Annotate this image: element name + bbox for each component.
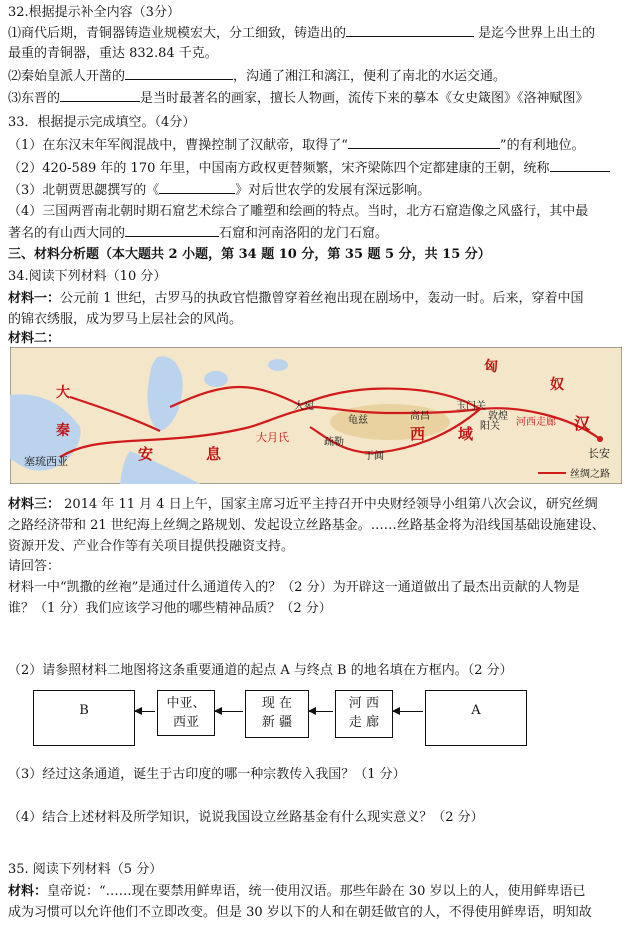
map-label: 于阗 bbox=[364, 451, 384, 462]
q34-material1: 材料一：公元前 1 世纪，古罗马的执政官恺撒曾穿着丝袍出现在剧场中，轰动一时。后来，穿着中国 bbox=[8, 291, 584, 306]
map-label: 阳关 bbox=[480, 421, 500, 432]
answer-blank[interactable] bbox=[125, 224, 219, 237]
q35-material-cont: 成为习惯可以允许他们不立即改变。但是 30 岁以下的人和在朝廷做官的人，不得使用鲜卑语，明知故 bbox=[8, 905, 592, 920]
answer-blank[interactable] bbox=[159, 181, 235, 194]
q32-line3: ⑵秦始皇派人开凿的 ，沟通了湘江和漓江，便利了南北的水运交通。 bbox=[8, 69, 507, 84]
box-hexi-corridor: 河 西 走 廊 bbox=[335, 690, 393, 738]
map-label: 西 bbox=[410, 425, 426, 443]
answer-blank[interactable] bbox=[125, 67, 233, 80]
q34-title: 34.阅读下列材料（10 分） bbox=[8, 269, 167, 284]
aral-sea bbox=[204, 371, 228, 387]
q32-line1: ⑴商代后期，青铜器铸造业规模宏大，分工细致，铸造出的 是迄今世界上出土的 bbox=[8, 26, 596, 41]
map-label: 长安 bbox=[588, 447, 610, 460]
section-heading: 三、材料分析题（本大题共 2 小题，第 34 题 10 分，第 35 题 5 分，共 15 分） bbox=[8, 247, 491, 262]
map-label: 龟兹 bbox=[348, 415, 368, 426]
box-central-asia: 中亚、 西亚 bbox=[157, 690, 215, 736]
changan-dot bbox=[597, 436, 603, 442]
q35-material: 材料：皇帝说：“……现在要禁用鲜卑语，统一使用汉语。那些年龄在 30 岁以上的人，使用鲜卑语已 bbox=[8, 884, 586, 899]
q33-line5: 著名的有山西大同的 石窟和河南洛阳的龙门石窟。 bbox=[8, 226, 389, 241]
lake bbox=[268, 359, 288, 371]
map-label: 汉 bbox=[574, 414, 591, 433]
q32-line4: ⑶东晋的 是当时最著名的画家，擅长人物画，流传下来的摹本《女史箴图》《洛神赋图》 bbox=[8, 91, 589, 106]
map-label: 高昌 bbox=[410, 411, 430, 422]
map-label: 疏勒 bbox=[324, 437, 344, 448]
map-background bbox=[10, 347, 622, 484]
map-label: 敦煌 bbox=[488, 411, 508, 422]
answer-blank[interactable] bbox=[550, 159, 610, 172]
q34-material3-cont: 之路经济带和 21 世纪海上丝绸之路规划、发起设立丝路基金。……丝路基金将为沿线国基础设施建设、 bbox=[8, 518, 605, 533]
q33-line2: （2）420-589 年的 170 年里，中国南方政权更替频繁，宋齐梁陈四个定都建康的王朝，统称 bbox=[8, 159, 610, 178]
answer-blank[interactable] bbox=[60, 89, 140, 102]
arrow-left bbox=[135, 711, 155, 712]
q33-line1: （1）在东汉末年军阀混战中，曹操控制了汉献帝，取得了“ ”的有利地位。 bbox=[8, 138, 585, 153]
box-b[interactable]: B bbox=[33, 690, 135, 746]
q33-title: 33．根据提示完成填空。（4分） bbox=[8, 115, 196, 130]
q35-title: 35. 阅读下列材料（5 分） bbox=[8, 862, 163, 877]
map-label: 安 bbox=[138, 445, 154, 463]
q33-line3: （3）北朝贾思勰撰写的《 》对后世农学的发展有深远影响。 bbox=[8, 183, 431, 198]
silk-road-map bbox=[10, 347, 622, 484]
map-label: 塞琉西亚 bbox=[24, 455, 68, 468]
box-xinjiang: 现 在 新 疆 bbox=[245, 690, 309, 738]
map-label: 河西走廊 bbox=[516, 417, 556, 428]
map-label: 大 bbox=[56, 385, 70, 401]
q34-sub2: （2）请参照材料二地图将这条重要通道的起点 A 与终点 B 的地名填在方框内。（2 分） bbox=[8, 663, 513, 678]
q34-material3-cont2: 资源开发、产业合作等有关项目提供投融资支持。 bbox=[8, 539, 295, 554]
q34-sub3: （3）经过这条通道，诞生于古印度的哪一种宗教传入我国？（1 分） bbox=[8, 767, 406, 782]
legend-label: 丝绸之路 bbox=[570, 469, 610, 480]
q34-sub4: （4）结合上述材料及所学知识，说说我国设立丝路基金有什么现实意义？（2 分） bbox=[8, 810, 484, 825]
map-label: 域 bbox=[458, 425, 474, 443]
map-label: 玉门关 bbox=[456, 401, 486, 412]
map-label: 秦 bbox=[56, 423, 70, 439]
arrow-left bbox=[393, 711, 423, 712]
q32-line2: 最重的青铜器，重达 832.84 千克。 bbox=[8, 46, 218, 61]
map-label: 大宛 bbox=[294, 401, 314, 412]
q33-line4: （4）三国两晋南北朝时期石窟艺术综合了雕塑和绘画的特点。当时，北方石窟造像之风盛行，其中最 bbox=[8, 204, 589, 219]
map-label: 息 bbox=[206, 445, 222, 463]
answer-blank[interactable] bbox=[346, 24, 474, 37]
q34-material2-label: 材料二： bbox=[8, 331, 61, 346]
arrow-left bbox=[215, 711, 243, 712]
map-label: 大月氏 bbox=[256, 431, 289, 444]
q34-material1-cont: 的锦衣绣服，成为罗马上层社会的风尚。 bbox=[8, 312, 243, 327]
box-a[interactable]: A bbox=[425, 690, 527, 746]
answer-blank[interactable] bbox=[348, 136, 500, 149]
map-label: 奴 bbox=[550, 377, 564, 393]
q34-material3: 材料三： 2014 年 11 月 4 日上午，国家主席习近平主持召开中央财经领导小组第八次会议，研究丝绸 bbox=[8, 497, 598, 512]
q34-sub1-cont: 谁？（1 分）我们应该学习他的哪些精神品质？（2 分） bbox=[8, 601, 332, 616]
q34-ask: 请回答： bbox=[8, 559, 61, 574]
map-label: 匈 bbox=[484, 359, 498, 375]
arrow-left bbox=[309, 711, 333, 712]
q34-sub1: 材料一中“凯撒的丝袍”是通过什么通道传入的？（2 分）为开辟这一通道做出了最杰出贡献的人物是 bbox=[8, 580, 580, 595]
q32-title: 32.根据提示补全内容（3分） bbox=[8, 5, 180, 20]
